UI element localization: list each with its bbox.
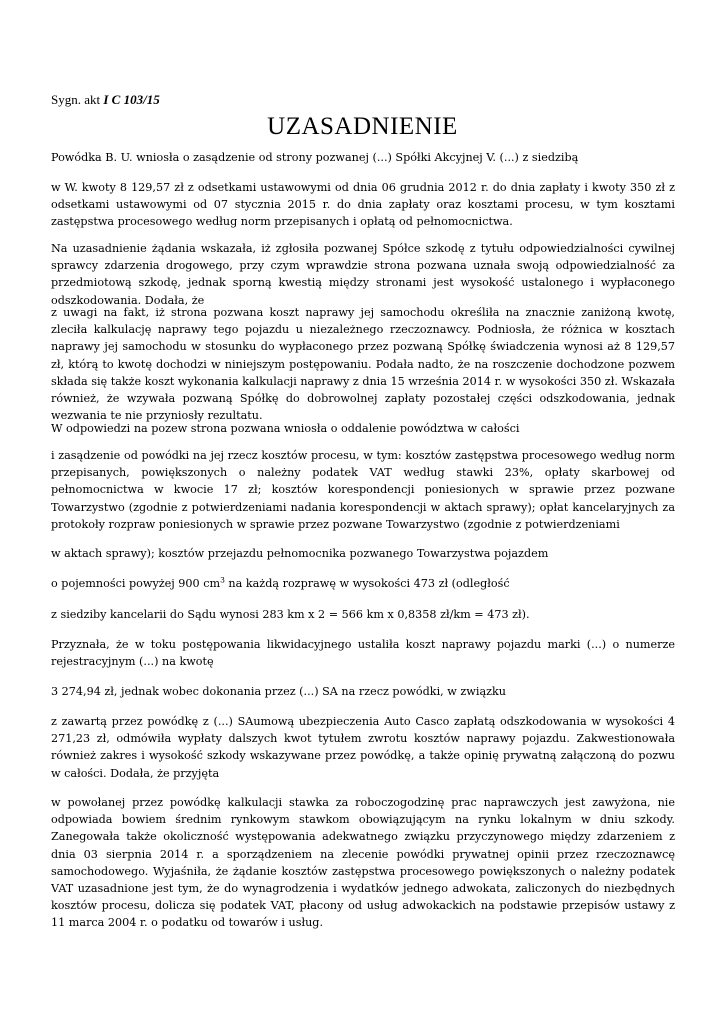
paragraph-text: na każdą rozprawę w wysokości 473 zł (odległość bbox=[224, 577, 510, 590]
document-title: UZASADNIENIE bbox=[267, 113, 458, 140]
paragraph: w W. kwoty 8 129,57 zł z odsetkami ustawowymi od dnia 06 grudnia 2012 r. do dnia zapłaty i kwoty 350 zł z odsetkami ustawowymi od 07 stycznia 2015 r. do dnia zapłaty oraz kosztami procesu, w tym kosztami zastępstwa procesowego według norm przepisanych i opłatą od pełnomocnictwa. bbox=[51, 181, 675, 229]
paragraph: W odpowiedzi na pozew strona pozwana wniosła o oddalenie powództwa w całości bbox=[51, 422, 520, 435]
paragraph: i zasądzenie od powódki na jej rzecz kosztów procesu, w tym: kosztów zastępstwa procesowego według norm przepisanych, powiększonych o należny podatek VAT według stawki 23%, opłaty skarbowej od pełnomocnictwa w kwocie 17 zł; kosztów korespondencji poniesionych w sprawie przez pozwane Towarzystwo (zgodnie z potwierdzeniami nadania korespondencji w aktach sprawy); opłat kancelaryjnych za protokoły rozpraw poniesionych w sprawie przez pozwane Towarzystwo (zgodnie z potwierdzeniami bbox=[51, 449, 675, 531]
paragraph: Na uzasadnienie żądania wskazała, iż zgłosiła pozwanej Spółce szkodę z tytułu odpowiedzialności cywilnej sprawcy zdarzenia drogowego, przy czym wprawdzie strona pozwana uznała swoją odpowiedzialność za przedmiotową szkodę, jednak sporną kwestią między stronami jest wysokość ustalonego i wypłaconego odszkodowania. Dodała, że bbox=[51, 242, 675, 307]
paragraph: w powołanej przez powódkę kalkulacji stawka za roboczogodzinę prac naprawczych jest zawyżona, nie odpowiada bowiem średnim rynkowym stawkom obowiązującym na rynku lokalnym w dniu szkody. Zanegowała także okoliczność występowania adekwatnego związku przyczynowego między zdarzeniem z dnia 03 sierpnia 2014 r. a sporządzeniem na zlecenie powódki prywatnej opinii przez rzeczoznawcę samochodowego. Wyjaśniła, że żądanie kosztów zastępstwa procesowego powiększonych o należny podatek VAT uzasadnione jest tym, że do wynagrodzenia i wydatków jednego adwokata, zaliczonych do niezbędnych kosztów procesu, dolicza się podatek VAT, płacony od usług adwokackich na podstawie przepisów ustawy z 11 marca 2004 r. o podatku od towarów i usług. bbox=[51, 796, 675, 930]
case-signature bbox=[51, 92, 160, 108]
paragraph: Przyznała, że w toku postępowania likwidacyjnego ustaliła koszt naprawy pojazdu marki (...) o numerze rejestracyjnym (...) na kwotę bbox=[51, 638, 675, 669]
case-number: I C 103/15 bbox=[103, 92, 160, 107]
paragraph: Powódka B. U. wniosła o zasądzenie od strony pozwanej (...) Spółki Akcyjnej V. (...) z siedzibą bbox=[51, 151, 579, 164]
superscript: 3 bbox=[220, 575, 225, 585]
paragraph: z uwagi na fakt, iż strona pozwana koszt naprawy jej samochodu określiła na znacznie zaniżoną kwotę, zleciła kalkulację naprawy tego pojazdu u niezależnego rzeczoznawcy. Podniosła, że różnica w kosztach naprawy jej samochodu w stosunku do wypłaconego przez pozwaną Spółkę świadczenia wynosi aż 8 129,57 zł, którą to kwotę dochodzi w niniejszym postępowaniu. Podała nadto, że na roszczenie dochodzone pozwem składa się także koszt wykonania kalkulacji naprawy z dnia 15 września 2014 r. w wysokości 350 zł. Wskazała również, że wzywała pozwaną Spółkę do dobrowolnej zapłaty pozostałej części odszkodowania, jednak wezwania te nie przyniosły rezultatu. bbox=[51, 306, 675, 423]
case-signature-prefix: Sygn. akt bbox=[51, 92, 101, 107]
paragraph-text: o pojemności powyżej 900 cm bbox=[51, 577, 221, 590]
paragraph: z zawartą przez powódkę z (...) SAumową ubezpieczenia Auto Casco zapłatą odszkodowania w wysokości 4 271,23 zł, odmówiła wypłaty dalszych kwot tytułem zwrotu kosztów naprawy pojazdu. Zakwestionowała również zakres i wysokość szkody wskazywane przez powódkę, a także opinię prywatną załączoną do pozwu w całości. Dodała, że przyjęta bbox=[51, 715, 675, 780]
paragraph: 3 274,94 zł, jednak wobec dokonania przez (...) SA na rzecz powódki, w związku bbox=[51, 685, 506, 698]
paragraph: w aktach sprawy); kosztów przejazdu pełnomocnika pozwanego Towarzystwa pojazdem bbox=[51, 547, 549, 560]
paragraph bbox=[51, 575, 675, 592]
paragraph: z siedziby kancelarii do Sądu wynosi 283 km x 2 = 566 km x 0,8358 zł/km = 473 zł). bbox=[51, 608, 530, 621]
